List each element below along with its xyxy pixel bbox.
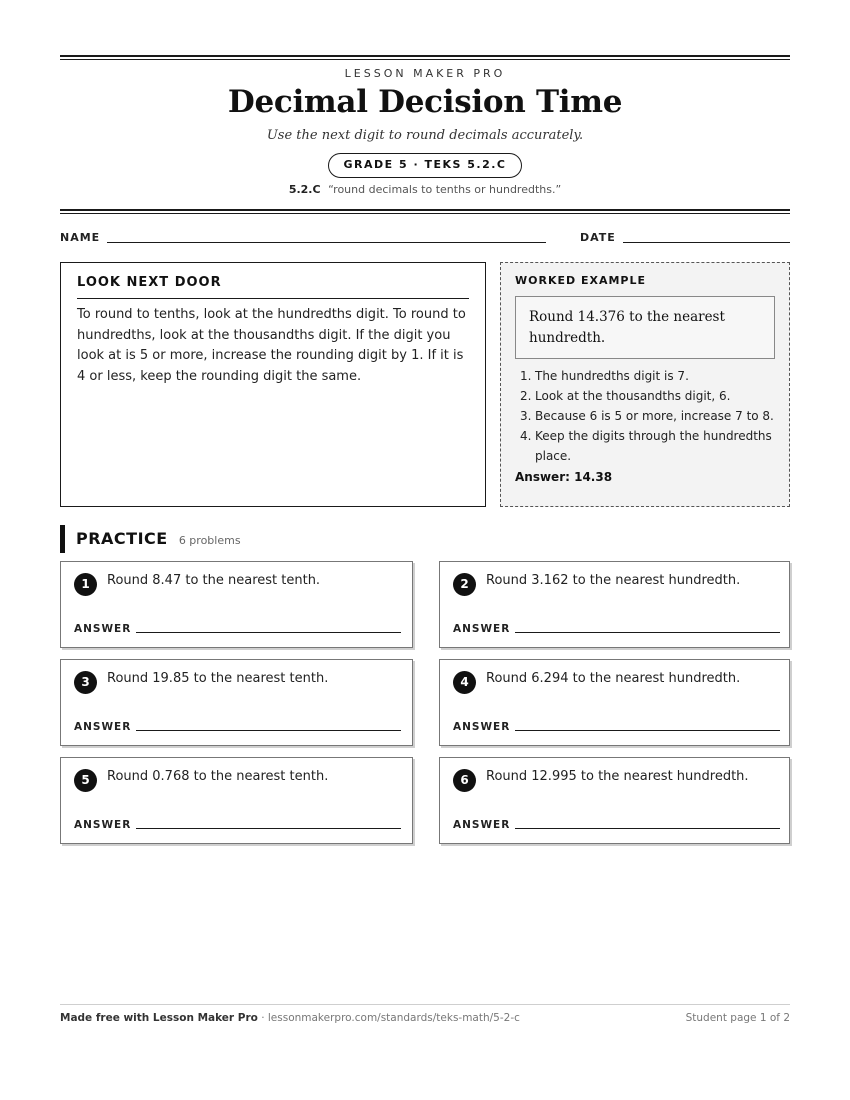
practice-heading <box>60 525 241 553</box>
answer-label: ANSWER <box>453 721 511 733</box>
practice-title: PRACTICE <box>76 529 168 548</box>
grade-badge: GRADE 5 · TEKS 5.2.C <box>328 153 521 178</box>
worked-step <box>520 406 775 426</box>
worked-step <box>520 386 775 406</box>
problem-number-badge: 3 <box>74 671 97 694</box>
problem-number-badge: 1 <box>74 573 97 596</box>
answer-field[interactable] <box>515 632 780 633</box>
answer-field[interactable] <box>136 828 401 829</box>
problem-number-badge: 2 <box>453 573 476 596</box>
problem-text: Round 8.47 to the nearest tenth. <box>107 573 321 588</box>
answer-label: ANSWER <box>74 819 132 831</box>
look-next-door-title: LOOK NEXT DOOR <box>77 275 469 299</box>
name-date-row <box>60 231 790 247</box>
footer-credit <box>60 1012 520 1024</box>
answer-label: ANSWER <box>453 623 511 635</box>
problem-number-badge: 5 <box>74 769 97 792</box>
worked-step <box>520 426 775 466</box>
answer-label: ANSWER <box>453 819 511 831</box>
footer-page-number: Student page 1 of 2 <box>685 1012 790 1024</box>
step-text: Look at the thousandths digit, 6. <box>535 389 731 403</box>
header-top-rule <box>60 55 790 60</box>
standard-text: “round decimals to tenths or hundredths.” <box>328 183 562 196</box>
grade-badge-wrap <box>60 153 790 178</box>
footer-url[interactable]: · lessonmakerpro.com/standards/teks-math/5-2-c <box>257 1012 520 1024</box>
worked-example-title: WORKED EXAMPLE <box>515 274 646 287</box>
footer-made-with: Made free with Lesson Maker Pro <box>60 1012 258 1024</box>
header-bottom-rule <box>60 209 790 214</box>
problem-card-2 <box>439 561 790 648</box>
worked-example-steps <box>515 366 775 466</box>
look-next-door-box <box>60 262 486 507</box>
step-number: 1. <box>520 369 532 383</box>
answer-label: ANSWER <box>74 721 132 733</box>
step-number: 2. <box>520 389 532 403</box>
practice-count: 6 problems <box>178 534 241 547</box>
standard-line <box>60 183 790 196</box>
problem-text: Round 0.768 to the nearest tenth. <box>107 769 329 784</box>
step-text: Keep the digits through the hundredths place. <box>535 429 772 463</box>
step-number: 3. <box>520 409 532 423</box>
name-field[interactable] <box>107 242 546 243</box>
page-title: Decimal Decision Time <box>227 84 623 120</box>
step-number: 4. <box>520 429 532 443</box>
answer-field[interactable] <box>515 730 780 731</box>
name-label: NAME <box>60 231 101 244</box>
problem-card-4 <box>439 659 790 746</box>
answer-field[interactable] <box>515 828 780 829</box>
look-next-door-text: To round to tenths, look at the hundredths digit. To round to hundredths, look at the thousandths digit. If the digit you look at is 5 or more, increase the rounding digit by 1. If it is 4 or less, keep the rounding digit the same. <box>77 307 466 384</box>
footer-rule <box>60 1004 790 1005</box>
answer-field[interactable] <box>136 730 401 731</box>
brand-name: LESSON MAKER PRO <box>344 67 506 80</box>
problem-text: Round 12.995 to the nearest hundredth. <box>486 769 749 784</box>
answer-field[interactable] <box>136 632 401 633</box>
answer-label: ANSWER <box>74 623 132 635</box>
worked-step <box>520 366 775 386</box>
problem-number-badge: 6 <box>453 769 476 792</box>
worksheet-page <box>60 0 790 1100</box>
date-label: DATE <box>580 231 616 244</box>
problem-number-badge: 4 <box>453 671 476 694</box>
problem-card-3 <box>60 659 413 746</box>
problem-text: Round 3.162 to the nearest hundredth. <box>486 573 741 588</box>
step-text: Because 6 is 5 or more, increase 7 to 8. <box>535 409 774 423</box>
step-text: The hundredths digit is 7. <box>535 369 689 383</box>
problem-text: Round 19.85 to the nearest tenth. <box>107 671 329 686</box>
problem-card-6 <box>439 757 790 844</box>
date-field[interactable] <box>623 242 790 243</box>
problem-text: Round 6.294 to the nearest hundredth. <box>486 671 741 686</box>
standard-code: 5.2.C <box>288 183 321 196</box>
page-subtitle: Use the next digit to round decimals accurately. <box>266 128 584 143</box>
worked-example-prompt: Round 14.376 to the nearest hundredth. <box>515 296 775 359</box>
worked-example-answer: Answer: 14.38 <box>515 470 613 484</box>
worked-example-box <box>500 262 790 507</box>
problem-card-5 <box>60 757 413 844</box>
problem-card-1 <box>60 561 413 648</box>
